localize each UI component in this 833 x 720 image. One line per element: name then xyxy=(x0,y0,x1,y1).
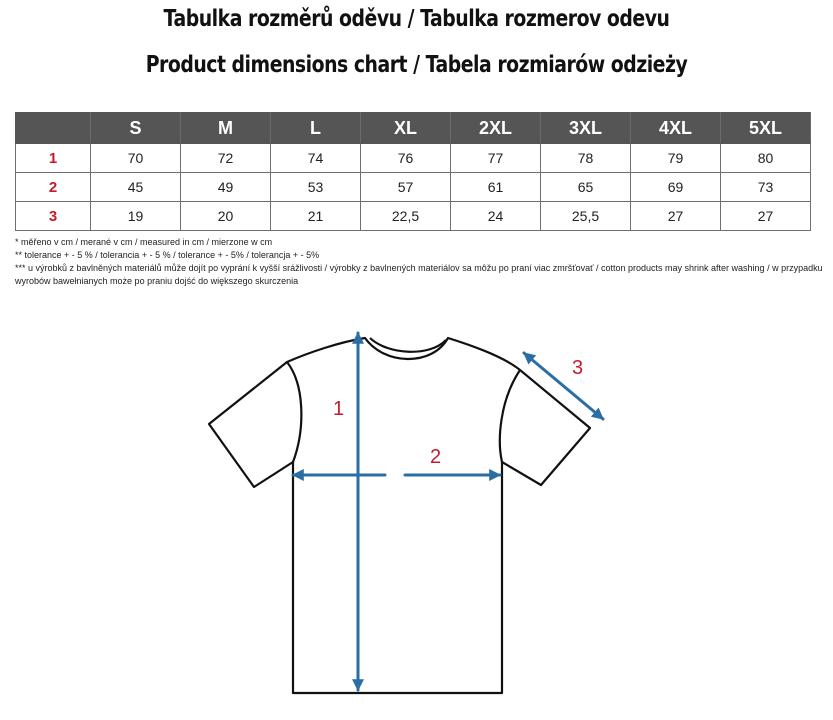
footnote-tolerance: ** tolerance + - 5 % / tolerancia + - 5 % / tolerance + - 5% / tolerancja + - 5% xyxy=(15,250,320,260)
table-cell: 22,5 xyxy=(361,202,451,231)
table-cell: 77 xyxy=(451,144,541,173)
table-cell: 76 xyxy=(361,144,451,173)
title-line-1: Tabulka rozměrů oděvu / Tabulka rozmerov odevu xyxy=(163,6,670,32)
table-cell: 61 xyxy=(451,173,541,202)
tshirt-right-armhole xyxy=(500,370,520,462)
table-cell: 72 xyxy=(181,144,271,173)
size-header-5xl: 5XL xyxy=(721,113,811,144)
table-cell: 53 xyxy=(271,173,361,202)
title-line-2: Product dimensions chart / Tabela rozmiarów odzieży xyxy=(145,52,688,78)
tshirt-left-armhole xyxy=(287,362,301,462)
table-cell: 74 xyxy=(271,144,361,173)
footnote-shrinkage: *** u výrobků z bavlněných materiálů může dojít po vyprání k vyšší srážlivosti / výrobky z bavlnených materiálov sa môžu po praní viac zmršťovať / cotton products may shrink after washing / w przypadku wyrobów bawełnianych może po praniu dojść do większego skurczenia xyxy=(15,263,823,286)
size-header-xl: XL xyxy=(361,113,451,144)
tshirt-outline xyxy=(209,338,590,693)
row-label: 3 xyxy=(16,202,91,231)
table-cell: 73 xyxy=(721,173,811,202)
row-label: 1 xyxy=(16,144,91,173)
table-cell: 70 xyxy=(91,144,181,173)
table-cell: 19 xyxy=(91,202,181,231)
table-cell: 24 xyxy=(451,202,541,231)
size-header-2xl: 2XL xyxy=(451,113,541,144)
sleeve-label: 3 xyxy=(572,357,584,379)
table-cell: 20 xyxy=(181,202,271,231)
table-cell: 27 xyxy=(721,202,811,231)
table-cell: 69 xyxy=(631,173,721,202)
table-cell: 57 xyxy=(361,173,451,202)
table-cell: 65 xyxy=(541,173,631,202)
size-header-4xl: 4XL xyxy=(631,113,721,144)
tshirt-collar-inner xyxy=(370,338,446,352)
sleeve-arrow xyxy=(524,353,603,419)
table-cell: 27 xyxy=(631,202,721,231)
table-cell: 21 xyxy=(271,202,361,231)
table-cell: 79 xyxy=(631,144,721,173)
size-header-s: S xyxy=(91,113,181,144)
table-cell: 78 xyxy=(541,144,631,173)
footnote-measurement: * měřeno v cm / merané v cm / measured in cm / mierzone w cm xyxy=(15,237,273,247)
width-label: 2 xyxy=(430,446,442,468)
size-header-m: M xyxy=(181,113,271,144)
table-cell: 45 xyxy=(91,173,181,202)
length-label: 1 xyxy=(333,398,345,420)
table-cell: 49 xyxy=(181,173,271,202)
table-cell: 25,5 xyxy=(541,202,631,231)
row-label: 2 xyxy=(16,173,91,202)
size-header-3xl: 3XL xyxy=(541,113,631,144)
size-header-l: L xyxy=(271,113,361,144)
table-cell: 80 xyxy=(721,144,811,173)
